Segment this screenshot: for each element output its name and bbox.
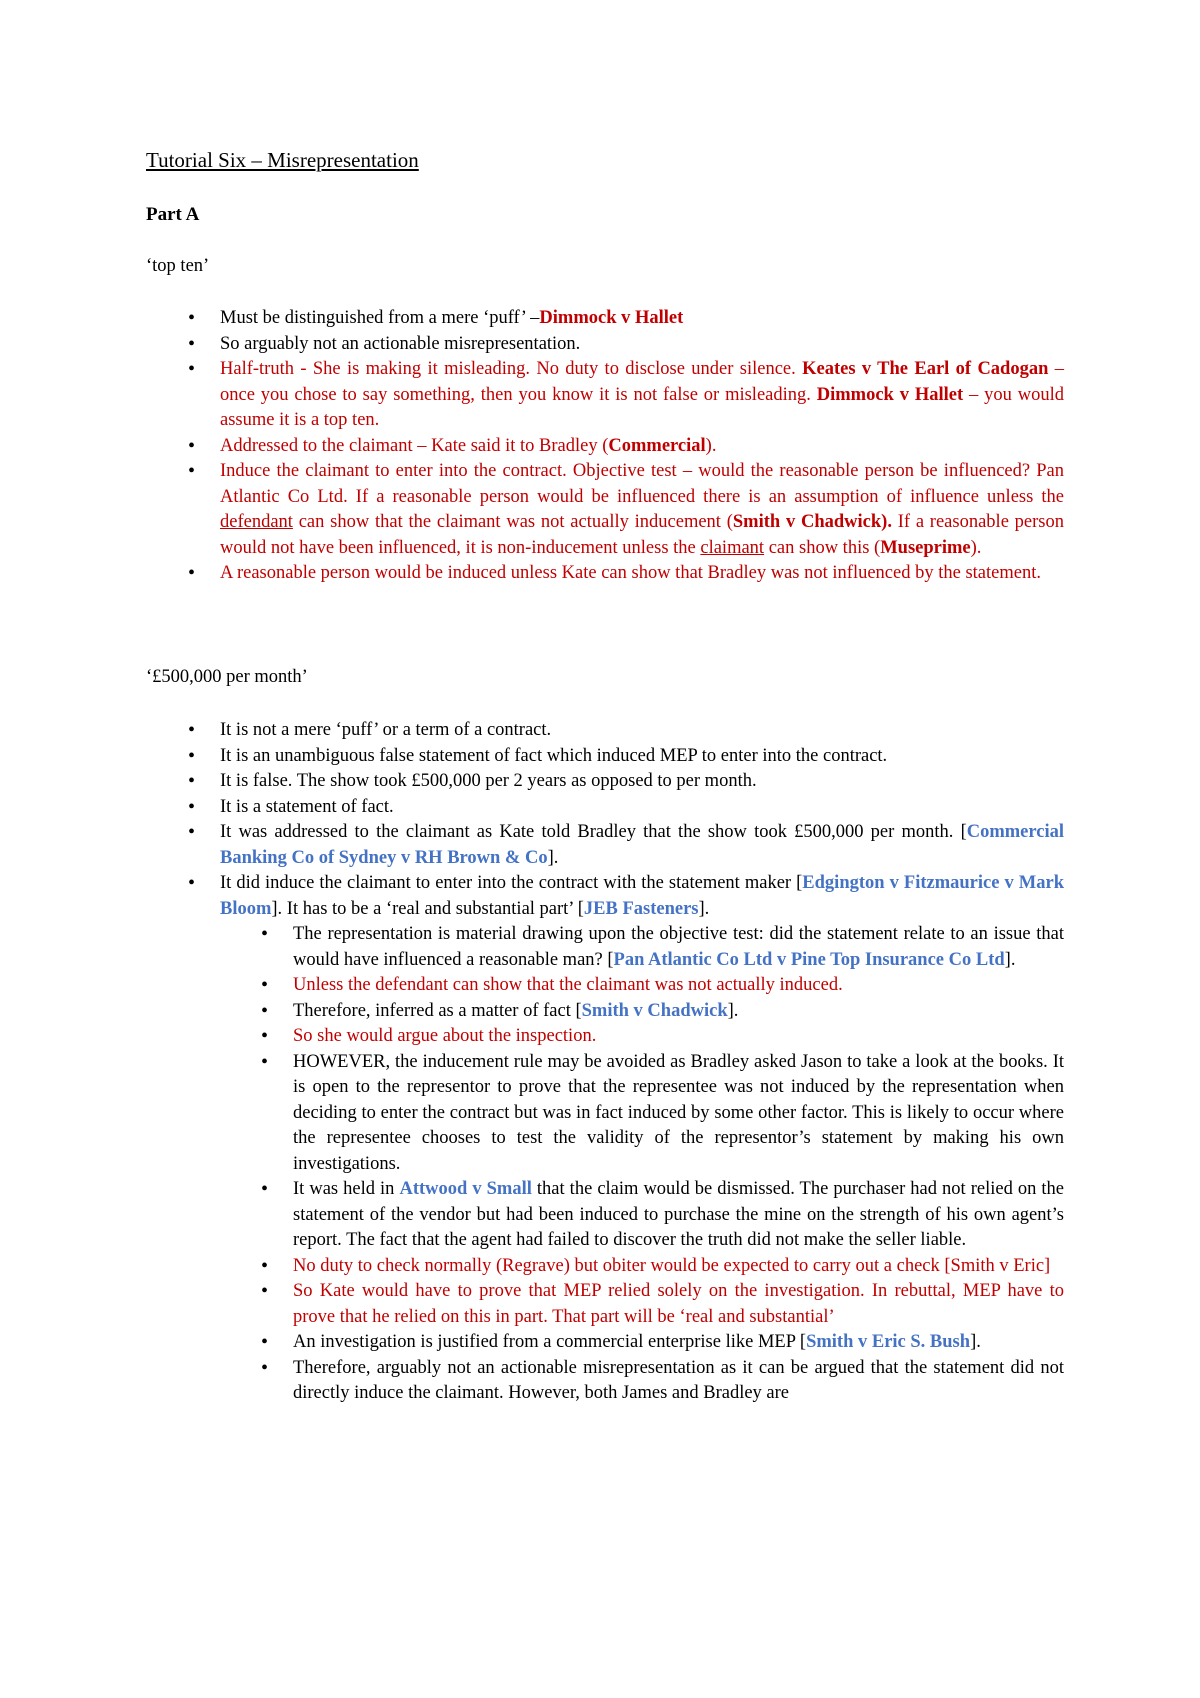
list-item: • HOWEVER, the inducement rule may be avoided as Bradley asked Jason to take a look at the books. It is open to the representor to prove that the representee was not induced by the representation when deciding to enter the contract but was in fact induced by some other factor. This is likely to occur where the representee chooses to test the validity of the representor’s statement by making his own investigations.: [293, 1050, 1064, 1178]
list-item: • So she would argue about the inspection.: [293, 1024, 1064, 1050]
case-citation: Commercial: [608, 435, 706, 456]
list-item: • It is false. The show took £500,000 per 2 years as opposed to per month.: [220, 769, 1064, 795]
case-citation: Edgington v Fitzmaurice v Mark Bloom: [220, 873, 1064, 919]
case-citation: Keates v The Earl of Cadogan: [802, 359, 1049, 379]
list-item: • It is a statement of fact.: [220, 795, 1064, 821]
list-item: • Therefore, inferred as a matter of fact [Smith v Chadwick].: [293, 999, 1064, 1025]
list-item: • It is not a mere ‘puff’ or a term of a contract.: [220, 718, 1064, 744]
list-item: • A reasonable person would be induced unless Kate can show that Bradley was not influenced by the statement.: [220, 561, 1064, 587]
list-item: • It did induce the claimant to enter into the contract with the statement maker [Edgington v Fitzmaurice v Mark Bloom]. It has to be a ‘real and substantial part’ [JEB Fasteners]. • The representation is material drawing upon the objective test: did the statement relate to an issue that would have influenced a reasonable man? [Pan Atlantic Co Ltd v Pine Top Insurance Co Ltd]. • Unless the defendant can show that the claimant was not actually induced. • Therefore, inferred as a matter of fact [Smith v Chadwick]. • So she would argue about the inspection. • HOWEVER, the inducement rule may be avoided as Bradley asked Jason to take a look at the books. It is open to the representor to prove that the representee was not induced by the representation when deciding to enter the contract but was in fact induced by some other factor. This is likely to occur where the representee chooses to test the validity of the representor’s statement by making his own investigations. • It was held in Attwood v Small that the claim would be dismissed. The purchaser had not relied on the statement of the vendor but had been induced to purchase the mine on the strength of his own agent’s report. The fact that the agent had failed to discover the truth did not make the seller liable. • No duty to check normally (Regrave) but obiter would be expected to carry out a check [Smith v Eric] • So Kate would have to prove that MEP relied solely on the investigation. In rebuttal, MEP have to prove that he relied on this in part. That part will be ‘real and substantial’ • An investigation is justified from a commercial enterprise like MEP [Smith v Eric S. Bush]. • Therefore, arguably not an actionable misrepresentation as it can be argued that the statement did not directly induce the claimant. However, both James and Bradley are: [220, 871, 1064, 1407]
part-heading: Part A: [146, 204, 200, 225]
document-title: Tutorial Six – Misrepresentation: [146, 148, 419, 172]
case-citation: Smith v Chadwick).: [732, 512, 892, 532]
case-citation: Commercial Banking Co of Sydney v RH Brown & Co: [220, 822, 1064, 868]
list-item: • It was held in Attwood v Small that the claim would be dismissed. The purchaser had not relied on the statement of the vendor but had been induced to purchase the mine on the strength of his own agent’s report. The fact that the agent had failed to discover the truth did not make the seller liable.: [293, 1177, 1064, 1254]
case-citation: Museprime: [880, 537, 971, 558]
list-item: • Induce the claimant to enter into the contract. Objective test – would the reasonable person be influenced? Pan Atlantic Co Ltd. If a reasonable person would be influenced there is an assumption of influence unless the defendant can show that the claimant was not actually inducement (Smith v Chadwick). If a reasonable person would not have been influenced, it is non-inducement unless the claimant can show this (Museprime).: [220, 459, 1064, 561]
case-citation: Dimmock v Hallet: [539, 308, 684, 328]
list-item: • Must be distinguished from a mere ‘puff’ –Dimmock v Hallet: [220, 306, 1064, 332]
bullet-list-top-ten: [220, 306, 1064, 587]
list-item: • Therefore, arguably not an actionable misrepresentation as it can be argued that the statement did not directly induce the claimant. However, both James and Bradley are: [293, 1356, 1064, 1407]
section-quote-top-ten: ‘top ten’: [146, 256, 210, 276]
case-citation: Attwood v Small: [399, 1179, 532, 1199]
list-item: • So arguably not an actionable misrepresentation.: [220, 332, 1064, 358]
list-item: • Unless the defendant can show that the claimant was not actually induced.: [293, 973, 1064, 999]
list-item: • It was addressed to the claimant as Kate told Bradley that the show took £500,000 per month. [Commercial Banking Co of Sydney v RH Brown & Co].: [220, 820, 1064, 871]
case-citation: Pan Atlantic Co Ltd v Pine Top Insurance Co Ltd: [613, 949, 1005, 970]
case-citation: Smith v Chadwick: [581, 1000, 728, 1021]
case-citation: JEB Fasteners: [583, 898, 699, 919]
list-item: • It is an unambiguous false statement of fact which induced MEP to enter into the contract.: [220, 744, 1064, 770]
list-item: • No duty to check normally (Regrave) but obiter would be expected to carry out a check [Smith v Eric]: [293, 1254, 1064, 1280]
case-citation: Smith v Eric S. Bush: [806, 1332, 971, 1352]
case-citation: Dimmock v Hallet: [816, 384, 964, 405]
list-item: • An investigation is justified from a commercial enterprise like MEP [Smith v Eric S. Bush].: [293, 1330, 1064, 1356]
bullet-list-500000: [220, 718, 1064, 1407]
list-item: • Addressed to the claimant – Kate said it to Bradley (Commercial).: [220, 434, 1064, 460]
list-item: • Half-truth - She is making it misleading. No duty to disclose under silence. Keates v The Earl of Cadogan – once you chose to say something, then you know it is not false or misleading. Dimmock v Hallet – you would assume it is a top ten.: [220, 357, 1064, 434]
list-item: • The representation is material drawing upon the objective test: did the statement relate to an issue that would have influenced a reasonable man? [Pan Atlantic Co Ltd v Pine Top Insurance Co Ltd].: [293, 922, 1064, 973]
section-quote-500000: ‘£500,000 per month’: [146, 667, 308, 687]
list-item: • So Kate would have to prove that MEP relied solely on the investigation. In rebuttal, MEP have to prove that he relied on this in part. That part will be ‘real and substantial’: [293, 1279, 1064, 1330]
sub-bullet-list: [293, 922, 1064, 1407]
